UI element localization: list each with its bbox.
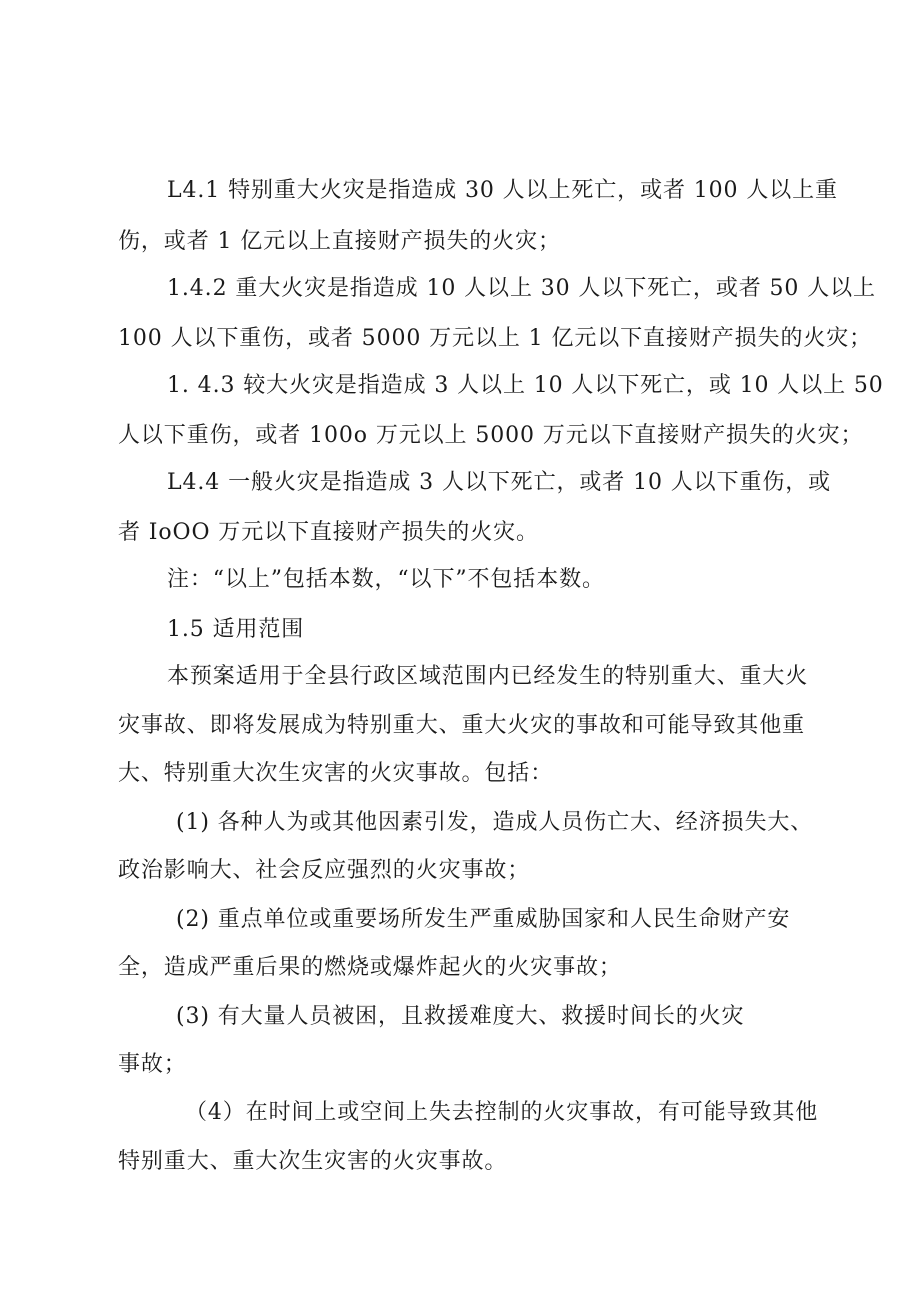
list-item-1-line-1: (1) 各种人为或其他因素引发，造成人员伤亡大、经济损失大、 bbox=[176, 810, 814, 835]
paragraph-1-4-4-line-2: 者 IoOO 万元以下直接财产损失的火灾。 bbox=[118, 520, 539, 545]
paragraph-1-4-2-line-1: 1.4.2 重大火灾是指造成 10 人以上 30 人以下死亡，或者 50 人以上 bbox=[167, 276, 876, 301]
list-item-2-line-2: 全，造成严重后果的燃烧或爆炸起火的火灾事故； bbox=[118, 955, 622, 980]
paragraph-1-4-4-line-1: L4.4 一般火灾是指造成 3 人以下死亡，或者 10 人以下重伤，或 bbox=[167, 470, 832, 495]
section-heading-1-5: 1.5 适用范围 bbox=[167, 617, 305, 642]
paragraph-1-4-1-line-1: L4.1 特别重大火灾是指造成 30 人以上死亡，或者 100 人以上重 bbox=[167, 178, 838, 203]
list-item-4-line-1: （4）在时间上或空间上失去控制的火灾事故，有可能导致其他 bbox=[185, 1100, 819, 1125]
paragraph-1-4-3-line-1: 1. 4.3 较大火灾是指造成 3 人以上 10 人以下死亡，或 10 人以上 50 bbox=[167, 373, 884, 398]
scope-paragraph-line-3: 大、特别重大次生灾害的火灾事故。包括： bbox=[118, 761, 554, 786]
list-item-3-line-1: (3) 有大量人员被困，且救援难度大、救援时间长的火灾 bbox=[176, 1004, 745, 1029]
list-item-4-line-2: 特别重大、重大次生灾害的火灾事故。 bbox=[118, 1149, 508, 1174]
paragraph-1-4-3-line-2: 人以下重伤，或者 100o 万元以上 5000 万元以下直接财产损失的火灾； bbox=[118, 423, 864, 448]
paragraph-1-4-2-line-2: 100 人以下重伤，或者 5000 万元以上 1 亿元以下直接财产损失的火灾； bbox=[118, 326, 873, 351]
list-item-1-line-2: 政治影响大、社会反应强烈的火灾事故； bbox=[118, 858, 531, 883]
list-item-2-line-1: (2) 重点单位或重要场所发生严重威胁国家和人民生命财产安 bbox=[176, 907, 791, 932]
scope-paragraph-line-2: 灾事故、即将发展成为特别重大、重大火灾的事故和可能导致其他重 bbox=[118, 713, 806, 738]
scope-paragraph-line-1: 本预案适用于全县行政区域范围内已经发生的特别重大、重大火 bbox=[167, 664, 809, 689]
paragraph-1-4-1-line-2: 伤，或者 1 亿元以上直接财产损失的火灾； bbox=[118, 229, 561, 254]
list-item-3-line-2: 事故； bbox=[118, 1052, 187, 1077]
note-line: 注：“以上”包括本数，“以下”不包括本数。 bbox=[167, 567, 605, 592]
